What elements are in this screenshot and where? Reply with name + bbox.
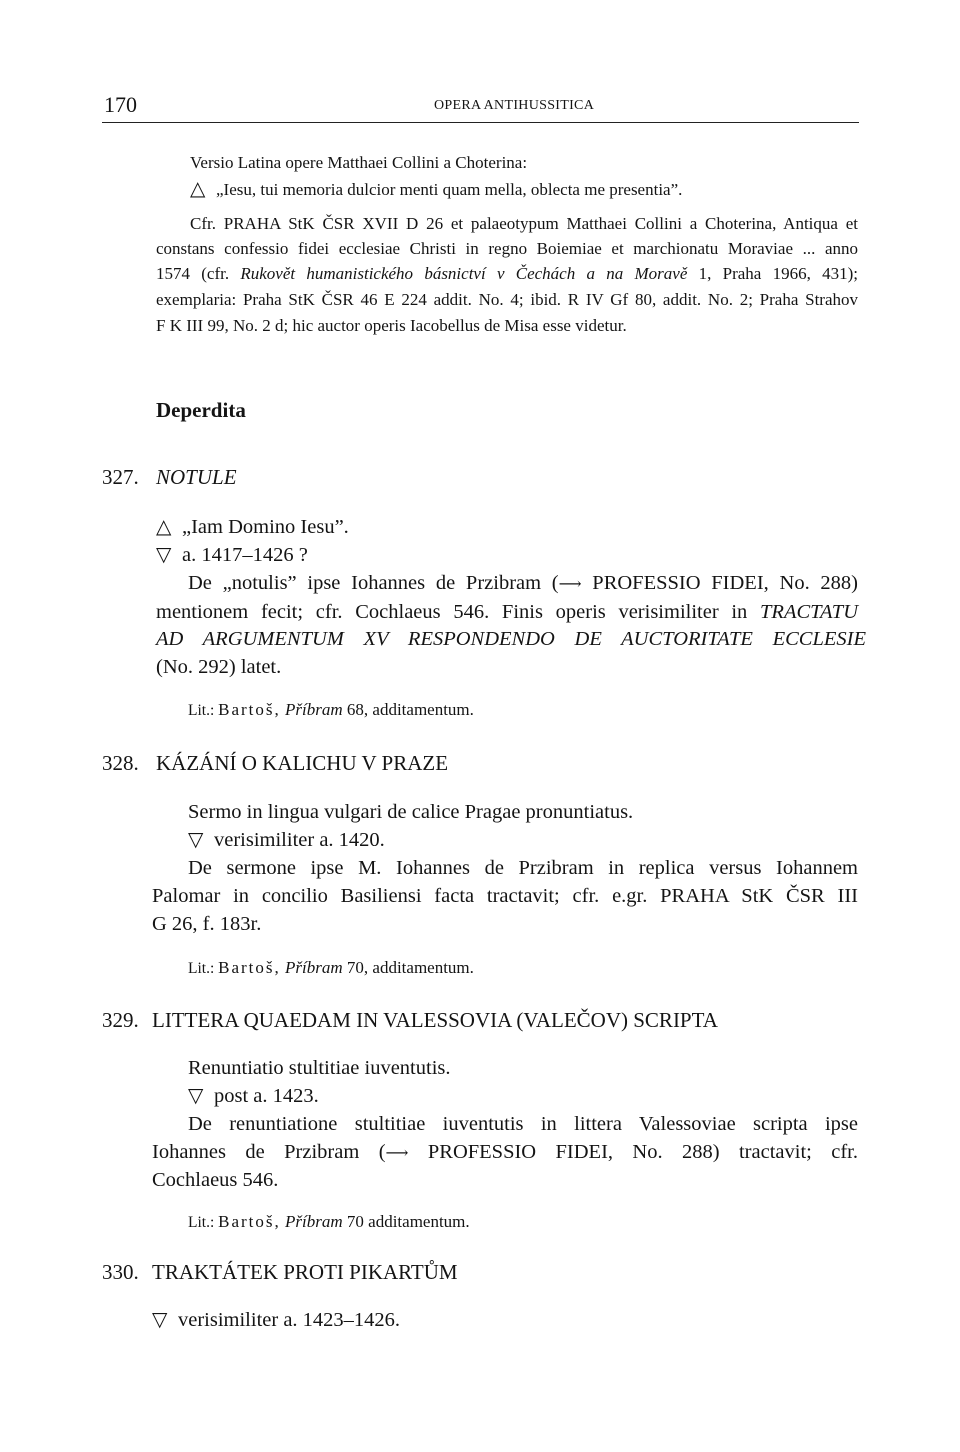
date-triangle-down-icon: ▽ — [156, 544, 172, 566]
cfr-line-4: exemplaria: Praha StK ČSR 46 E 224 addit. No. 4; ibid. R IV Gf 80, addit. No. 2; Praha Strahov — [156, 290, 858, 309]
lit-author: Bartoš, — [218, 700, 281, 719]
entry-text-line — [188, 568, 858, 600]
incipit-triangle-icon: △ — [156, 516, 172, 538]
entry-text-line: G 26, f. 183r. — [152, 913, 262, 935]
text-post: PROFESSIO FIDEI, No. 288) tractavit; cfr. — [408, 1141, 858, 1163]
intro-incipit-text: „Iesu, tui memoria dulcior menti quam mella, oblecta me presentia”. — [216, 180, 683, 199]
lit-rest: 70 additamentum. — [342, 1212, 470, 1231]
text-pre: Iohannes de Przibram ( — [152, 1141, 386, 1163]
text-pre: mentionem fecit; cfr. Cochlaeus 546. Finis operis verisimiliter in — [156, 601, 761, 623]
literature-line — [188, 955, 474, 982]
page-number: 170 — [104, 92, 137, 117]
date-text: verisimiliter a. 1420. — [214, 829, 385, 851]
entry-text-line — [156, 624, 866, 654]
text-italic: AD ARGUMENTUM XV RESPONDENDO DE AUCTORITATE ECCLESIE — [156, 628, 866, 650]
lit-work: Příbram — [285, 1212, 343, 1231]
arrow-right-icon: ⟶ — [558, 576, 582, 593]
entry-text-line: Cochlaeus 546. — [152, 1169, 279, 1191]
entry-line: Sermo in lingua vulgari de calice Pragae pronuntiatus. — [188, 801, 634, 823]
entry-incipit — [156, 512, 349, 542]
entry-text-line: De sermone ipse M. Iohannes de Przibram in replica versus Iohannem — [188, 857, 858, 879]
page-header — [102, 92, 859, 123]
lit-rest: 70, additamentum. — [342, 958, 474, 977]
section-title: Deperdita — [156, 398, 246, 422]
cfr-line-3-pre: 1574 (cfr. — [156, 264, 241, 283]
entry-title: KÁZÁNÍ O KALICHU V PRAZE — [156, 751, 449, 775]
entry-date — [188, 1081, 319, 1111]
date-triangle-down-icon: ▽ — [188, 1085, 204, 1107]
entry-title — [156, 465, 237, 490]
cfr-line-3-post: 1, Praha 1966, 431); — [687, 264, 858, 283]
entry-number: 330. — [102, 1260, 139, 1284]
arrow-right-icon: ⟶ — [385, 1145, 409, 1162]
entry-number: 329. — [102, 1008, 139, 1032]
lit-label: Lit.: — [188, 1214, 219, 1231]
entry-date — [152, 1305, 400, 1335]
incipit-text: „Iam Domino Iesu”. — [182, 516, 349, 538]
entry-title-text: NOTULE — [156, 465, 237, 489]
entry-date — [188, 825, 385, 855]
incipit-triangle-icon: △ — [190, 178, 206, 200]
entry-text-line: Palomar in concilio Basiliensi facta tractavit; cfr. e.gr. PRAHA StK ČSR III — [152, 885, 858, 907]
cfr-line-1: Cfr. PRAHA StK ČSR XVII D 26 et palaeotypum Matthaei Collini a Choterina, Antiqua et — [190, 214, 858, 233]
date-triangle-down-icon: ▽ — [152, 1309, 168, 1331]
lit-rest: 68, additamentum. — [342, 700, 474, 719]
cfr-line-2: constans confessio fidei ecclesiae Christi in regno Boiemiae et marchionatu Moraviae ... anno — [156, 239, 858, 258]
entry-title: TRAKTÁTEK PROTI PIKARTŮM — [152, 1260, 458, 1284]
entry-date — [156, 540, 308, 570]
entry-number: 327. — [102, 465, 139, 489]
date-text: a. 1417–1426 ? — [182, 544, 308, 566]
entry-text-line — [156, 597, 858, 627]
intro-incipit — [190, 176, 682, 203]
entry-text-line: De renuntiatione stultitiae iuventutis in littera Valessoviae scripta ipse — [188, 1113, 858, 1135]
cfr-line-3-italic: Rukovět humanistického básnictví v Čechách a na Moravě — [240, 264, 688, 283]
lit-label: Lit.: — [188, 960, 219, 977]
cfr-line-3 — [156, 261, 858, 287]
running-title: OPERA ANTIHUSSITICA — [434, 98, 595, 113]
lit-author: Bartoš, — [218, 958, 281, 977]
literature-line — [188, 697, 474, 724]
entry-number: 328. — [102, 751, 139, 775]
entry-text-line: (No. 292) latet. — [156, 656, 282, 678]
text-post: PROFESSIO FIDEI, No. 288) — [581, 572, 858, 594]
lit-author: Bartoš, — [218, 1212, 281, 1231]
lit-work: Příbram — [285, 958, 343, 977]
lit-work: Příbram — [285, 700, 343, 719]
literature-line — [188, 1209, 470, 1236]
text-pre: De „notulis” ipse Iohannes de Przibram ( — [188, 572, 559, 594]
date-text: verisimiliter a. 1423–1426. — [178, 1309, 401, 1331]
entry-title: LITTERA QUAEDAM IN VALESSOVIA (VALEČOV) SCRIPTA — [152, 1008, 718, 1032]
entry-line: Renuntiatio stultitiae iuventutis. — [188, 1057, 451, 1079]
cfr-line-5: F K III 99, No. 2 d; hic auctor operis Iacobellus de Misa esse videtur. — [156, 316, 627, 335]
version-line: Versio Latina opere Matthaei Collini a Choterina: — [190, 153, 528, 172]
date-triangle-down-icon: ▽ — [188, 829, 204, 851]
date-text: post a. 1423. — [214, 1085, 319, 1107]
lit-label: Lit.: — [188, 702, 219, 719]
text-italic: TRACTATU — [760, 601, 858, 623]
